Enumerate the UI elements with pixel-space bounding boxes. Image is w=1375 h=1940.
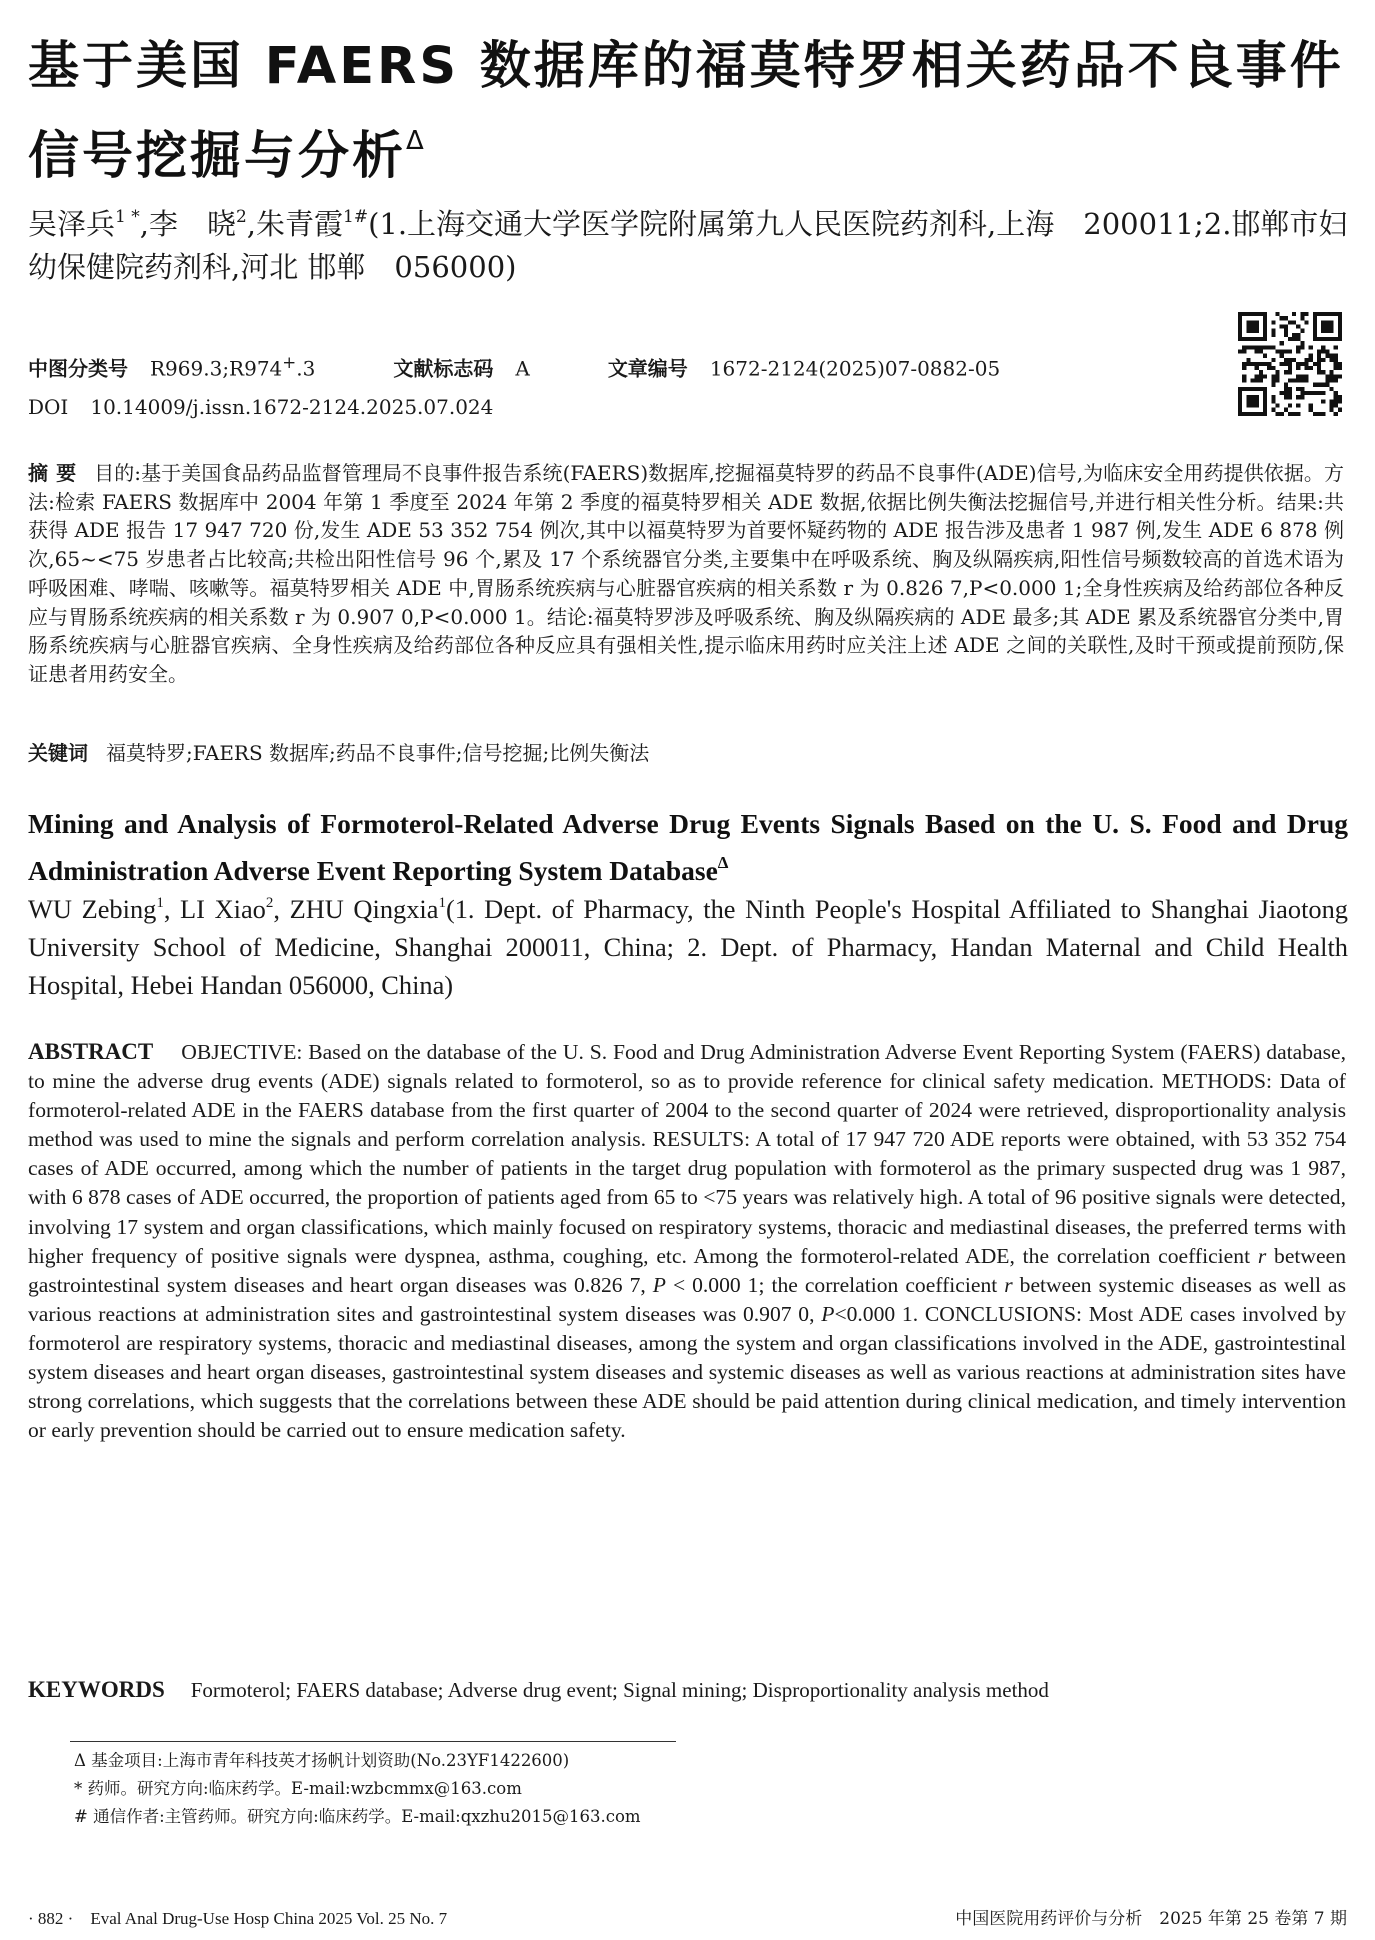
author-3-cn-sup: 1# <box>343 207 369 227</box>
author-3-cn: ,朱青霞 <box>246 207 344 241</box>
abstract-en-r-2: r <box>1004 1272 1013 1297</box>
doc-code-value: A <box>515 356 530 381</box>
doi-value[interactable]: 10.14009/j.issn.1672-2124.2025.07.024 <box>90 394 494 419</box>
footer-left: · 882 · Eval Anal Drug-Use Hosp China 2025 Vol. 25 No. 7 <box>28 1909 448 1928</box>
abstract-en-part-1: OBJECTIVE: Based on the database of the U. S. Food and Drug Administration Adverse Event Reporting System (FAERS) database, to mine the adverse drug events (ADE) signals related to formoterol, so as to provide reference for clinical safety medication. METHODS: Data of formoterol-related ADE in the FAERS database from the first quarter of 2004 to the second quarter of 2024 were retrieved, disproportionality analysis method was used to mine the signals and perform correlation analysis. RESULTS: A total of 17 947 720 ADE reports were obtained, with 53 352 754 cases of ADE occurred, among which the number of patients in the target drug population with formoterol as the primary suspected drug was 1 987, with 6 878 cases of ADE occurred, the proportion of patients aged from 65 to <75 years was relatively high. A total of 96 positive signals were detected, involving 17 system and organ classifications, which mainly focused on respiratory systems, thoracic and mediastinal diseases, the preferred terms with higher frequency of positive signals were dyspnea, asthma, coughing, etc. Among the formoterol-related ADE, the correlation coefficient <box>28 1040 1346 1268</box>
abstract-en-p-1: P <box>652 1272 666 1297</box>
article-metadata <box>28 344 1218 426</box>
footnotes <box>74 1747 974 1831</box>
metadata-row-2 <box>28 388 1218 426</box>
doc-code-label: 文献标志码 <box>393 356 494 381</box>
abstract-en-part-2: between gastrointestinal system diseases and heart organ diseases was 0.826 7, <box>28 1243 1346 1297</box>
abstract-en-p-2: P <box>821 1301 835 1326</box>
metadata-row-1 <box>28 344 1218 388</box>
article-title-cn <box>28 30 1348 194</box>
clc-value: R969.3;R974 <box>150 356 283 381</box>
author-2-en-sup: 2 <box>265 895 274 911</box>
author-3-en-sup: 1 <box>438 895 446 911</box>
abstract-en-r-1: r <box>1257 1243 1267 1268</box>
funding-mark: Δ <box>406 126 427 156</box>
author-2-cn-sup: 2 <box>235 207 247 227</box>
author-2-en: , LI Xiao <box>163 894 266 924</box>
footer-right: 中国医院用药评价与分析 2025 年第 25 卷第 7 期 <box>955 1909 1347 1929</box>
keywords-cn <box>28 738 1344 768</box>
author-1-cn: 吴泽兵 <box>28 207 116 241</box>
abstract-en-part-3: < 0.000 1; the correlation coefficient <box>665 1272 1005 1297</box>
qr-code-graphic <box>1238 312 1342 416</box>
affiliation-cn: (1.上海交通大学医学院附属第九人民医院药剂科,上海 200011;2.邯郸市妇幼保健院药剂科,河北 邯郸 056000) <box>28 207 1348 284</box>
keywords-cn-label: 关键词 <box>28 741 88 765</box>
abstract-cn <box>28 459 1344 689</box>
clc-sup: + <box>282 353 297 372</box>
qr-code-icon[interactable] <box>1238 312 1342 416</box>
abstract-en-part-4: between systemic diseases as well as various reactions at administration sites and gastrointestinal system diseases was 0.907 0, <box>28 1272 1346 1326</box>
clc-label: 中图分类号 <box>28 356 128 381</box>
author-2-cn: ,李 晓 <box>139 207 236 241</box>
authors-en <box>28 884 1348 1004</box>
keywords-en-text: Formoterol; FAERS database; Adverse drug event; Signal mining; Disproportionality analysis method <box>190 1678 1049 1702</box>
footnote-divider <box>70 1741 676 1742</box>
footnote-author-1: * 药师。研究方向:临床药学。E-mail:wzbcmmx@163.com <box>74 1779 522 1798</box>
funding-mark-en: Δ <box>717 853 729 872</box>
author-1-cn-sup: 1 * <box>115 207 140 227</box>
author-1-en: WU Zebing <box>28 894 157 924</box>
keywords-en <box>28 1675 1358 1705</box>
article-title-en <box>28 804 1348 890</box>
keywords-en-label: KEYWORDS <box>28 1677 165 1702</box>
abstract-en <box>28 1037 1346 1445</box>
doi-label: DOI <box>28 394 69 419</box>
abstract-en-part-5: <0.000 1. CONCLUSIONS: Most ADE cases involved by formoterol are respiratory systems, thoracic and mediastinal diseases, among the system and organ classifications involved in the ADE, gastrointestinal system diseases and heart organ diseases, gastrointestinal system diseases and systemic diseases as well as various reactions at administration sites have strong correlations, which suggests that the correlations between these ADE should be paid attention during clinical medication, and timely intervention or early prevention should be carried out to ensure medication safety. <box>28 1301 1347 1443</box>
article-number-value: 1672-2124(2025)07-0882-05 <box>709 356 1001 381</box>
abstract-en-label: ABSTRACT <box>28 1039 154 1064</box>
keywords-cn-text: 福莫特罗;FAERS 数据库;药品不良事件;信号挖掘;比例失衡法 <box>106 741 650 765</box>
author-1-en-sup: 1 <box>156 895 164 911</box>
footnote-funding: Δ 基金项目:上海市青年科技英才扬帆计划资助(No.23YF1422600) <box>74 1751 570 1770</box>
article-title-cn-text: 基于美国 FAERS 数据库的福莫特罗相关药品不良事件信号挖掘与分析 <box>28 37 1344 186</box>
authors-cn <box>28 196 1348 289</box>
clc-tail: .3 <box>296 356 316 381</box>
abstract-cn-text: 目的:基于美国食品药品监督管理局不良事件报告系统(FAERS)数据库,挖掘福莫特罗的药品不良事件(ADE)信号,为临床安全用药提供依据。方法:检索 FAERS 数据库中 2004 年第 1 季度至 2024 年第 2 季度的福莫特罗相关 ADE 数据,依据比例失衡法挖掘信号,并进行相关性分析。结果:共获得 ADE 报告 17 947 720 份,发生 ADE 53 352 754 例次,其中以福莫特罗为首要怀疑药物的 ADE 报告涉及患者 1 987 例,发生 ADE 6 878 例次,65~<75 岁患者占比较高;共检出阳性信号 96 个,累及 17 个系统器官分类,主要集中在呼吸系统、胸及纵隔疾病,阳性信号频数较高的首选术语为呼吸困难、哮喘、咳嗽等。福莫特罗相关 ADE 中,胃肠系统疾病与心脏器官疾病的相关系数 r 为 0.826 7,P<0.000 1;全身性疾病及给药部位各种反应与胃肠系统疾病的相关系数 r 为 0.907 0,P<0.000 1。结论:福莫特罗涉及呼吸系统、胸及纵隔疾病的 ADE 最多;其 ADE 累及系统器官分类中,胃肠系统疾病与心脏器官疾病、全身性疾病及给药部位各种反应具有强相关性,提示临床用药时应关注上述 ADE 之间的关联性,及时干预或提前预防,保证患者用药安全。 <box>28 461 1345 686</box>
author-3-en: , ZHU Qingxia <box>273 894 439 924</box>
article-title-en-text: Mining and Analysis of Formoterol-Related Adverse Drug Events Signals Based on the U. S. Food and Drug Administration Adverse Event Reporting System Database <box>28 808 1348 886</box>
article-number-label: 文章编号 <box>607 356 688 381</box>
footnote-corresponding: # 通信作者:主管药师。研究方向:临床药学。E-mail:qxzhu2015@163.com <box>74 1807 641 1826</box>
abstract-cn-label: 摘要 <box>28 461 85 485</box>
affiliation-en: (1. Dept. of Pharmacy, the Ninth People's Hospital Affiliated to Shanghai Jiaotong University School of Medicine, Shanghai 200011, China; 2. Dept. of Pharmacy, Handan Maternal and Child Health Hospital, Hebei Handan 056000, China) <box>28 894 1348 1000</box>
